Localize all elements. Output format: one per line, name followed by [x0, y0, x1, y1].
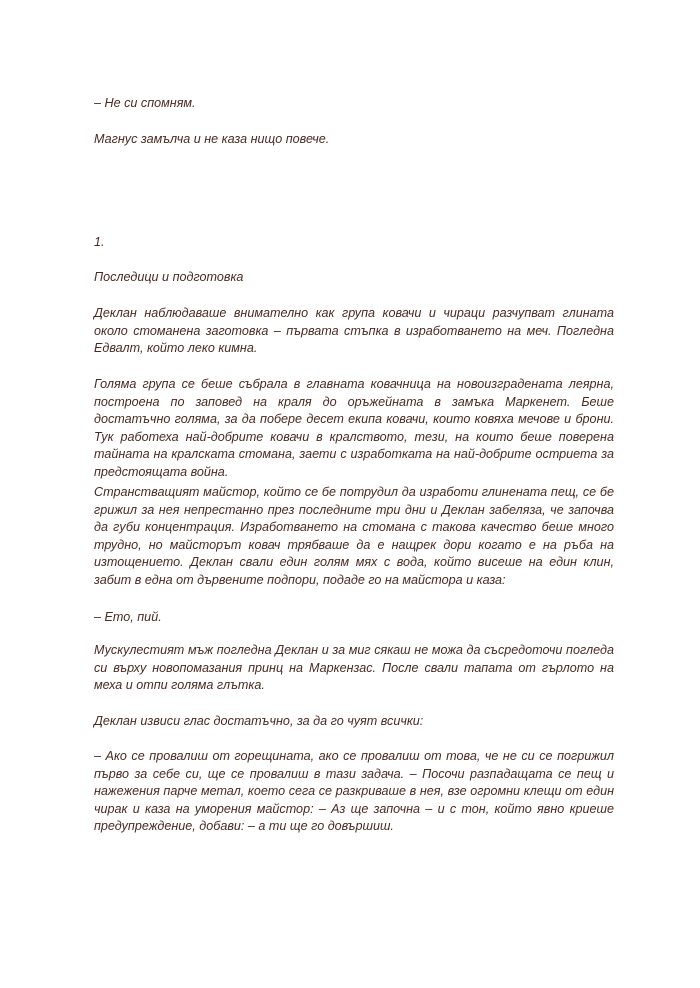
paragraph: – Ако се провалиш от горещината, ако се провалиш от това, че не си се погрижил първо за себе си, ще се провалиш в тази задача. – Посочи разпадащата се пещ и нажежения парче метал, което сега се разкриваше в нея, взе огромни клещи от един чирак и каза на уморения майстор: – Аз ще започна – и с тон, който явно криеше предупреждение, добави: – а ти ще го довършиш.: [94, 749, 614, 833]
dialogue-line: – Ето, пий.: [94, 610, 162, 624]
dialogue-line: – Не си спомням.: [94, 96, 196, 110]
paragraph: Голяма група се беше събрала в главната ковачница на новоизградената леярна, построена по заповед на краля до оръжейната в замъка Маркенет. Беше достатъчно голяма, за да побере десет екипа ковачи, които ковяха мечове и брони. Тук работеха най-добрите ковачи в кралството, тези, на които беше поверена тайната на кралската стомана, заети с изработката на най-добрите остриета за предстоящата война.: [94, 377, 614, 479]
chapter-title: Последици и подготовка: [94, 270, 244, 284]
paragraph: Странстващият майстор, който се бе потрудил да изработи глинената пещ, се бе грижил за нея непрестанно през последните три дни и Деклан забеляза, че започва да губи концентрация. Изработването на стомана с такова качество беше много трудно, но майсторът ковач трябваше да е нащрек дори когато е на ръба на изтощението. Деклан свали един голям мях с вода, който висеше на един клин, забит в една от дървените подпори, подаде го на майстора и каза:: [94, 485, 614, 587]
chapter-number: 1.: [94, 235, 105, 249]
paragraph: Деклан наблюдаваше внимателно как група ковачи и чираци разчупват глината около стоманена заготовка – първата стъпка в изработването на меч. Погледна Едвалт, който леко кимна.: [94, 306, 614, 355]
paragraph: Мускулестият мъж погледна Деклан и за миг сякаш не можа да съсредоточи погледа си върху новопомазания принц на Маркензас. После свали тапата от гърлото на меха и отпи голяма глътка.: [94, 643, 614, 692]
narration-line: Деклан извиси глас достатъчно, за да го чуят всички:: [94, 714, 424, 728]
narration-line: Магнус замълча и не каза нищо повече.: [94, 132, 330, 146]
